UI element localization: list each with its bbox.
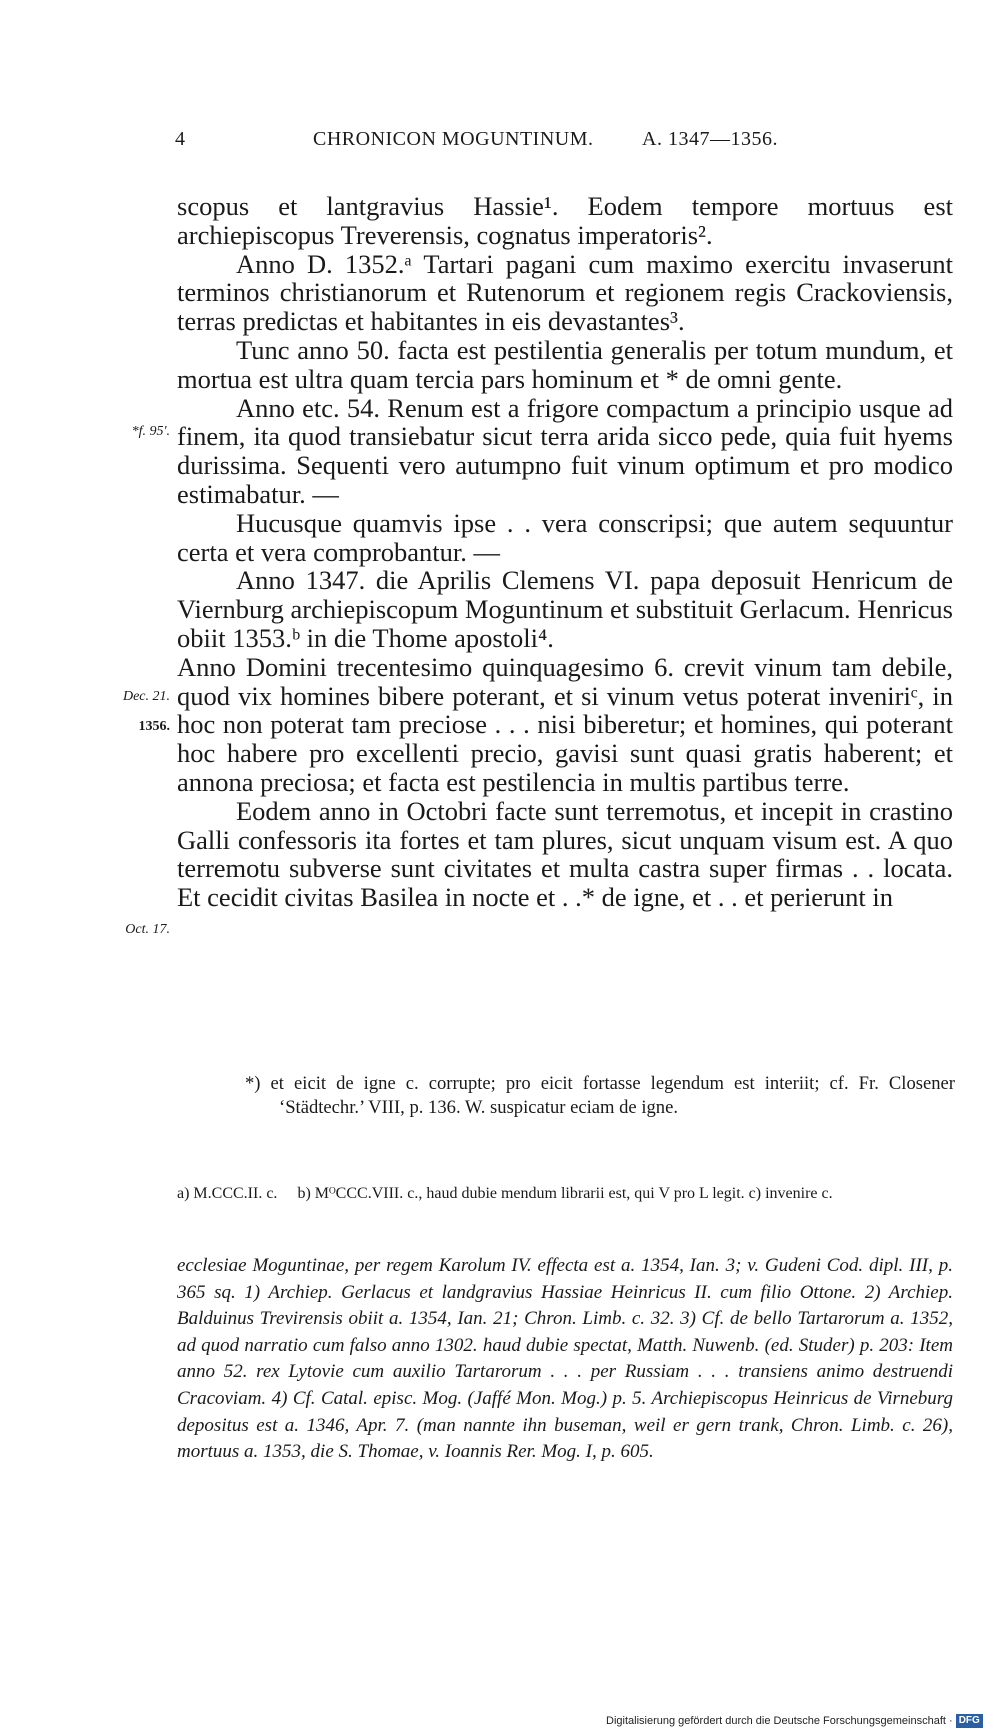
paragraph-4: Anno etc. 54. Renum est a frigore compactum a principio usque ad finem, ita quod transiebatur sicut terra arida sicco pede, quia fuit hyems durissima. Sequenti vero autumpno fuit vinum optimum et pro modico estimabatur. — bbox=[177, 392, 953, 509]
header-title: CHRONICON MOGUNTINUM. bbox=[313, 128, 594, 150]
paragraph-7: Anno Domini trecentesimo quinquagesimo 6. crevit vinum tam debile, quod vix homines bibere poterant, et si vinum vetus poterat invenirіᶜ, in hoc non poterat tam preciose . . . nisi biberetur; et homines, qui poterant hoc habere pro excellenti precio, gavisi sunt quasi gratis haberent; et annona preciosa; et facta est pestilencia in multis partibus terre. bbox=[177, 651, 953, 797]
margin-note-dec: Dec. 21. bbox=[122, 689, 170, 704]
variant-note-b: b) MᴼCCC.VIII. c., haud dubie mendum librarii est, qui V pro L legit. bbox=[297, 1185, 745, 1202]
variant-note-c: c) invenire c. bbox=[748, 1185, 833, 1202]
main-text bbox=[177, 192, 953, 912]
margin-note-folio: *f. 95'. bbox=[131, 424, 170, 439]
dfg-logo-icon: DFG bbox=[956, 1714, 983, 1728]
margin-note-oct: Oct. 17. bbox=[125, 922, 170, 937]
commentary-text: ecclesiae Moguntinae, per regem Karolum IV. effecta est a. 1354, Ian. 3; v. Gudeni Cod. dipl. III, p. 365 sq. 1) Archiep. Gerlacus et landgravius Hassiae Heinricus II. cum filio Ottone. 2) Archiep. Balduinus Trevirensis obiit a. 1354, Ian. 21; Chron. Limb. c. 32. 3) Cf. de bello Tartarorum a. 1352, ad quod narratio cum falso anno 1302. haud dubie spectat, Matth. Nuwenb. (ed. Studer) p. 203: Item anno 52. rex Lytovie cum auxilio Tartarorum . . . per Russiam . . . transiens animo destruendi Cracoviam. 4) Cf. Catal. episc. Mog. (Jaffé Mon. Mog.) p. 5. Archiepiscopus Heinricus de Virneburg depositus est a. 1346, Apr. 7. (man nannte ihn buseman, weil er gern trank, Chron. Limb. c. 26), mortuus a. 1353, die S. Thomae, v. Ioannis Rer. Mog. I, p. 605. bbox=[177, 1255, 953, 1463]
paragraph-2: Anno D. 1352.ᵃ Tartari pagani cum maximo exercitu invaserunt terminos christianorum et Rutenorum et regionem regis Crackoviensis, terras predictas et habitantes in eis devastantes³. bbox=[177, 248, 953, 337]
variant-notes bbox=[177, 1183, 953, 1204]
header-years: A. 1347—1356. bbox=[642, 128, 778, 150]
variant-note-a: a) M.CCC.II. c. bbox=[177, 1185, 278, 1202]
asterisk-footnote-text: *) et eicit de igne c. corrupte; pro eicit fortasse legendum est interiit; cf. Fr. Closener ‘Städtechr.’ VIII, p. 136. W. suspicatur eciam de igne. bbox=[245, 1073, 955, 1118]
paragraph-3: Tunc anno 50. facta est pestilentia generalis per totum mundum, et mortua est ultra quam tercia pars hominum et * de omni gente. bbox=[177, 334, 953, 394]
credit-text: Digitalisierung gefördert durch die Deutsche Forschungsgemeinschaft · bbox=[606, 1715, 953, 1727]
commentary-notes bbox=[177, 1253, 953, 1466]
paragraph-8: Eodem anno in Octobri facte sunt terremotus, et incepit in crastino Galli confessoris ita fortes et tam plures, sicut unquam visum est. A quo terremotu subverse sunt civitates et multa castra super firmas . . locata. Et cecidit civitas Basilea in nocte et . .* de igne, et . . et perierunt in bbox=[177, 795, 953, 913]
paragraph-5: Hucusque quamvis ipse . . vera conscripsi; que autem sequuntur certa et vera comprobantur. — bbox=[177, 507, 953, 567]
margin-note-year: 1356. bbox=[138, 719, 170, 734]
page-number: 4 bbox=[175, 128, 186, 150]
asterisk-footnote bbox=[245, 1072, 955, 1120]
paragraph-6: Anno 1347. die Aprilis Clemens VI. papa deposuit Henricum de Viernburg archiepiscopum Moguntinum et substituit Gerlacum. Henricus obiit 1353.ᵇ in die Thome apostoli⁴. bbox=[177, 565, 953, 653]
digitization-credit bbox=[606, 1714, 983, 1728]
paragraph-1: scopus et lantgravius Hassie¹. Eodem tempore mortuus est archiepiscopus Treverensis, cognatus imperatoris². bbox=[177, 191, 953, 250]
